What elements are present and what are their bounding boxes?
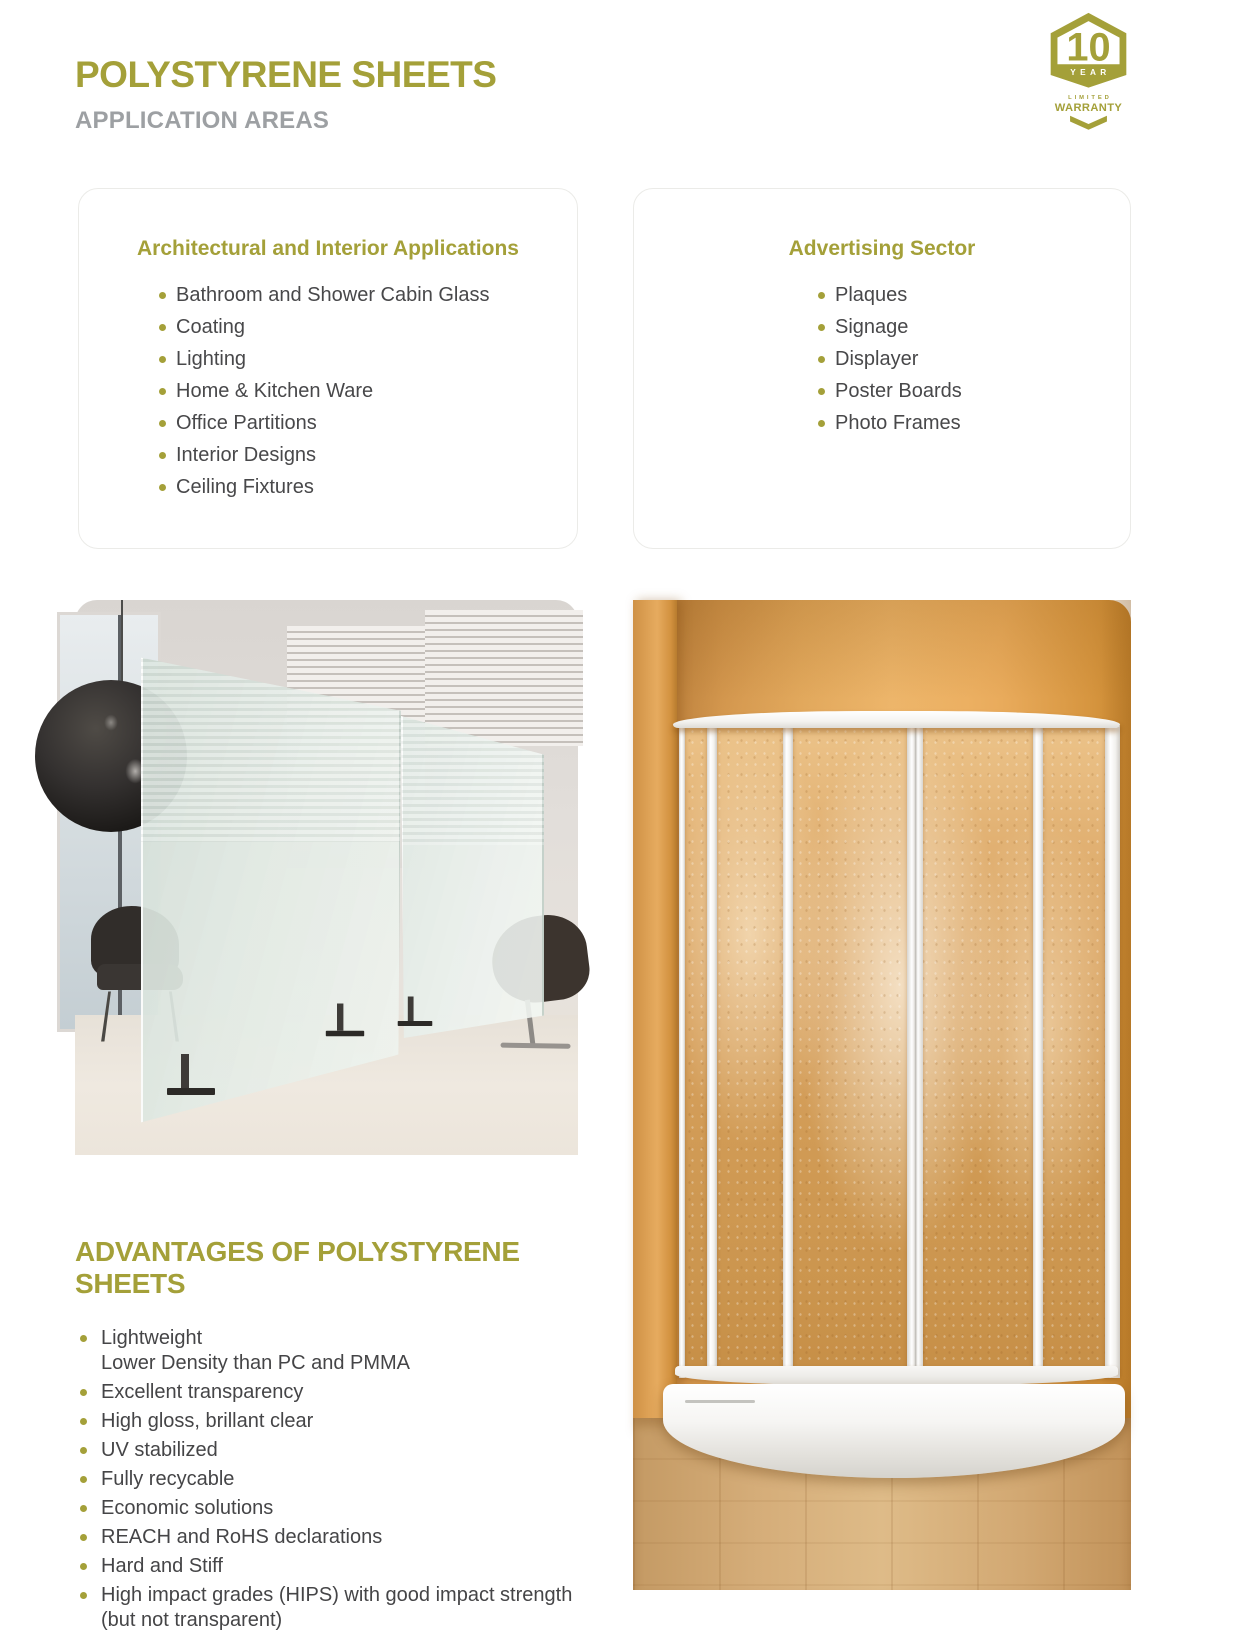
bullet-icon — [159, 452, 166, 459]
list-item-text — [101, 1526, 382, 1548]
page-subtitle: APPLICATION AREAS — [75, 107, 330, 134]
list-item — [818, 349, 1130, 369]
list-item-line2: (but not transparent) — [101, 1609, 283, 1631]
bullet-icon — [159, 324, 166, 331]
glass-speckle-texture — [679, 726, 1120, 1378]
badge-number: 10 — [1066, 25, 1111, 70]
bullet-icon — [80, 1389, 87, 1396]
badge-year: YEAR — [1070, 67, 1111, 77]
list-item-line1: Fully recycable — [101, 1468, 235, 1490]
frosted-partition-panel — [141, 648, 401, 1132]
frame-bar — [1033, 726, 1043, 1378]
bullet-icon — [80, 1476, 87, 1483]
list-item — [159, 413, 577, 433]
bullet-icon — [159, 388, 166, 395]
list-item — [818, 381, 1130, 401]
frame-bar — [707, 726, 717, 1378]
frame-bar-center — [907, 726, 923, 1378]
card-architectural — [78, 188, 578, 549]
bullet-icon — [818, 388, 825, 395]
card-list — [634, 285, 1130, 433]
list-item-text — [101, 1584, 572, 1631]
list-item — [75, 1468, 605, 1490]
list-item-line1: High impact grades (HIPS) with good impact strength — [101, 1584, 573, 1606]
badge-warranty: WARRANTY — [1054, 101, 1123, 114]
warranty-shield-icon — [1040, 12, 1137, 136]
panel-foot — [167, 1088, 215, 1095]
frame-bar — [679, 726, 685, 1378]
bullet-icon — [159, 484, 166, 491]
bullet-icon — [818, 420, 825, 427]
list-item-text — [101, 1327, 410, 1374]
frosted-partition-panel — [401, 716, 544, 1038]
list-item-line1: Lightweight — [101, 1327, 203, 1349]
wall-corner-pillar — [633, 600, 677, 1432]
textured-glass — [679, 726, 1120, 1378]
list-item — [159, 349, 577, 369]
list-item-line1: Excellent transparency — [101, 1381, 304, 1403]
card-advertising — [633, 188, 1131, 549]
list-item-label: Plaques — [835, 284, 908, 306]
list-item-line1: Economic solutions — [101, 1497, 274, 1519]
list-item — [75, 1439, 605, 1461]
bullet-icon — [159, 420, 166, 427]
advantages-list — [75, 1327, 605, 1631]
list-item-line1: Hard and Stiff — [101, 1555, 223, 1577]
list-item — [159, 381, 577, 401]
list-item-label: Home & Kitchen Ware — [176, 380, 374, 402]
list-item — [75, 1526, 605, 1548]
warranty-badge — [1040, 12, 1137, 136]
page-title: POLYSTYRENE SHEETS — [75, 54, 497, 95]
list-item — [159, 285, 577, 305]
bullet-icon — [818, 356, 825, 363]
list-item — [159, 445, 577, 465]
card-title: Advertising Sector — [788, 237, 976, 260]
bullet-icon — [80, 1534, 87, 1541]
list-item — [75, 1497, 605, 1519]
shower-cabin-photo — [633, 600, 1131, 1590]
list-item-line1: REACH and RoHS declarations — [101, 1526, 383, 1548]
list-item-label: Interior Designs — [176, 444, 317, 466]
badge-limited: LIMITED — [1068, 95, 1112, 102]
list-item-label: Photo Frames — [835, 412, 961, 434]
list-item-text — [101, 1468, 234, 1490]
list-item — [75, 1327, 605, 1374]
list-item — [75, 1381, 605, 1403]
bullet-icon — [80, 1563, 87, 1570]
list-item — [75, 1584, 605, 1631]
list-item — [818, 317, 1130, 337]
bullet-icon — [818, 292, 825, 299]
list-item-text — [101, 1555, 223, 1577]
list-item-text — [101, 1439, 218, 1461]
bullet-icon — [80, 1505, 87, 1512]
panel-foot — [326, 1031, 364, 1037]
frame-bar — [1105, 726, 1120, 1378]
list-item-text — [101, 1381, 303, 1403]
window-right-blinds — [425, 610, 583, 746]
bullet-icon — [80, 1447, 87, 1454]
bullet-icon — [818, 324, 825, 331]
panel-foot — [398, 1021, 433, 1026]
list-item — [159, 317, 577, 337]
bullet-icon — [80, 1592, 87, 1599]
list-item-label: Ceiling Fixtures — [176, 476, 314, 498]
list-item-line1: UV stabilized — [101, 1439, 218, 1461]
list-item-label: Lighting — [176, 348, 247, 370]
advantages-section — [75, 1236, 605, 1638]
list-item-label: Poster Boards — [835, 380, 962, 402]
list-item — [75, 1410, 605, 1432]
list-item-label: Signage — [835, 316, 909, 338]
list-item-text — [101, 1410, 313, 1432]
advantages-title: ADVANTAGES OF POLYSTYRENE SHEETS — [75, 1236, 520, 1299]
list-item-label: Bathroom and Shower Cabin Glass — [176, 284, 490, 306]
badge-chevron-icon — [1070, 116, 1107, 130]
list-item — [818, 285, 1130, 305]
bullet-icon — [80, 1418, 87, 1425]
list-item-line1: High gloss, brillant clear — [101, 1410, 314, 1432]
frame-bar — [783, 726, 793, 1378]
lamp-cord — [121, 600, 123, 686]
shower-top-rail — [673, 711, 1120, 728]
card-title: Architectural and Interior Applications — [137, 237, 519, 260]
list-item-line2: Lower Density than PC and PMMA — [101, 1352, 411, 1374]
bullet-icon — [159, 356, 166, 363]
bullet-icon — [80, 1335, 87, 1342]
list-item — [159, 477, 577, 497]
list-item-label: Displayer — [835, 348, 919, 370]
office-partitions-photo — [75, 600, 578, 1155]
list-item-text — [101, 1497, 273, 1519]
list-item-label: Office Partitions — [176, 412, 317, 434]
list-item — [75, 1555, 605, 1577]
list-item-label: Coating — [176, 316, 245, 338]
card-list — [79, 285, 577, 497]
list-item — [818, 413, 1130, 433]
bullet-icon — [159, 292, 166, 299]
